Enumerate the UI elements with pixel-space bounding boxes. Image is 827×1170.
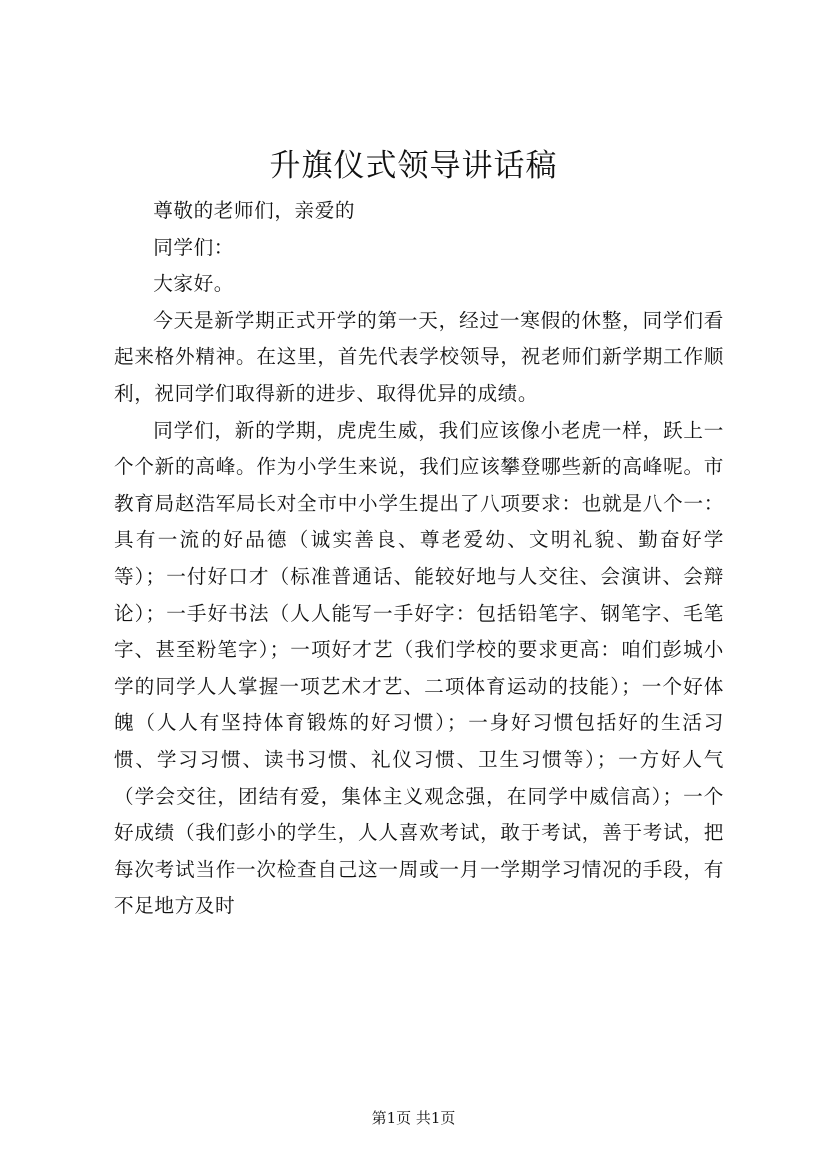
paragraph-main: 同学们，新的学期，虎虎生威，我们应该像小老虎一样，跃上一个个新的高峰。作为小学生来说，我们应该攀登哪些新的高峰呢。市教育局赵浩军局长对全市中小学生提出了八项要求：也就是八个一：具有一流的好品德（诚实善良、尊老爱幼、文明礼貌、勤奋好学等）；一付好口才（标准普通话、能较好地与人交往、会演讲、会辩论）；一手好书法（人人能写一手好字：包括铅笔字、钢笔字、毛笔字、甚至粉笔字）；一项好才艺（我们学校的要求更高：咱们彭城小学的同学人人掌握一项艺术才艺、二项体育运动的技能）；一个好体魄（人人有坚持体育锻炼的好习惯）；一身好习惯包括好的生活习惯、学习习惯、读书习惯、礼仪习惯、卫生习惯等）；一方好人气（学会交往，团结有爱，集体主义观念强，在同学中威信高）；一个好成绩（我们彭小的学生，人人喜欢考试，敢于考试，善于考试，把每次考试当作一次检查自己这一周或一月一学期学习情况的手段，有不足地方及时 — [114, 418, 724, 918]
paragraph-salutation: 同学们： — [153, 235, 234, 259]
paragraph-greeting: 尊敬的老师们，亲爱的 — [153, 199, 356, 222]
document-title: 升旗仪式领导讲话稿 — [269, 148, 558, 184]
paragraph-hello: 大家好。 — [153, 272, 234, 296]
page-footer: 第1页 共1页 — [371, 1109, 456, 1127]
document-body — [114, 193, 724, 925]
paragraph-opening: 今天是新学期正式开学的第一天，经过一寒假的休整，同学们看起来格外精神。在这里，首先代表学校领导，祝老师们新学期工作顺利，祝同学们取得新的进步、取得优异的成绩。 — [114, 308, 724, 405]
